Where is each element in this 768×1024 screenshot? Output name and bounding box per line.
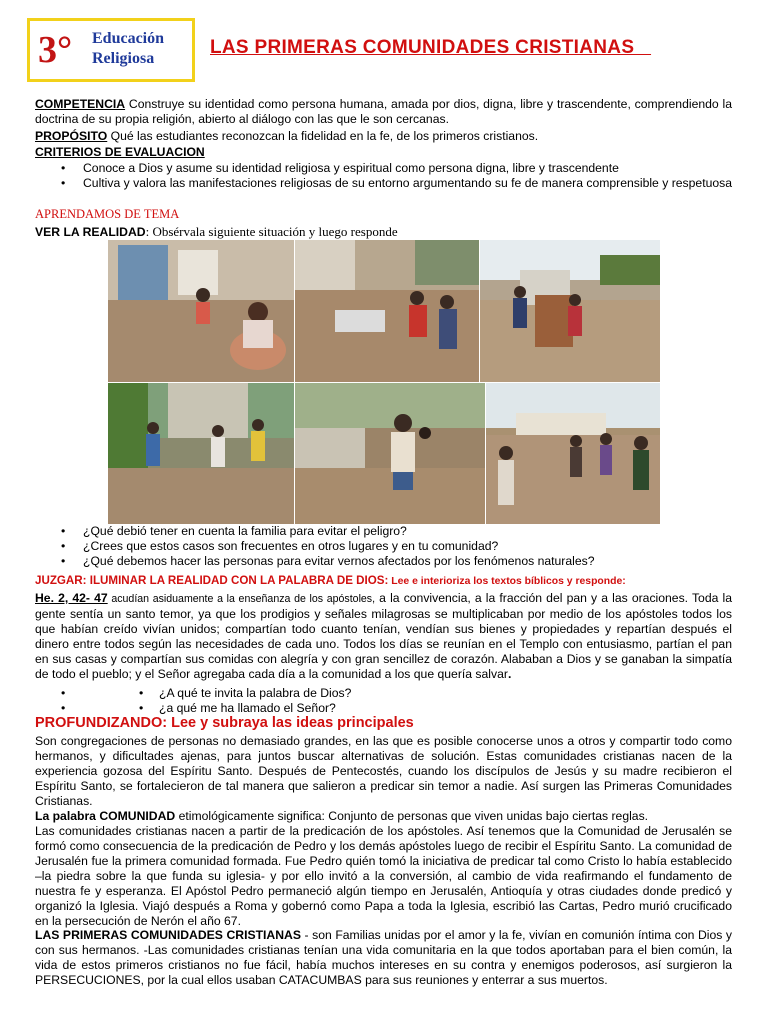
competencia-label: COMPETENCIA xyxy=(35,97,126,111)
grade-number: 3° xyxy=(38,29,73,71)
flood-photo xyxy=(480,240,660,382)
flood-photo xyxy=(108,240,294,382)
bible-question-list xyxy=(35,686,732,716)
primeras-comunidades-text: - son Familias unidas por el amor y la fe, vivían en comunión íntima con Dios y con sus hermanos. -Las comunidades cristianas tenían una vida comunitaria en la que todos aportaban para el bien común, la vida de estos primeros cristianos no fue fácil, había muchos intereses en su contra y enemigos poderosos, así surgieron la PERSECUCIONES, por la cual ellos usaban CATACUMBAS para sus reuniones y enterrar a sus muertos. xyxy=(35,928,732,987)
bible-intro: acudían asiduamente a la enseñanza de los apóstoles, xyxy=(107,593,376,605)
grade-badge xyxy=(27,18,195,82)
proposito-text: Qué las estudiantes reconozcan la fidelidad en la fe, de los primeros cristianos. xyxy=(107,129,539,143)
comunidad-text: etimológicamente significa: Conjunto de personas que viven unidas bajo ciertas reglas. xyxy=(175,809,649,823)
criterios-list xyxy=(35,161,732,191)
question-item: • ¿Qué debemos hacer las personas para evitar vernos afectados por los fenómenos naturales? xyxy=(35,554,732,569)
flood-photo xyxy=(486,383,660,524)
page-title: LAS PRIMERAS COMUNIDADES CRISTIANAS xyxy=(210,37,652,58)
criterio-item: • Cultiva y valora las manifestaciones religiosas de su entorno argumentando su fe de manera comprensible y respetuosa xyxy=(35,176,732,191)
profundizando-p1: Son congregaciones de personas no demasiado grandes, en las que es posible conocerse unos a otros y compartir todo como hermanos, y dificultades ajenas, para juntos buscar alternativas de solución. Estas comunidades cristianas nacen de la experiencia gozosa del Espíritu Santo. Después de Pentecostés, cuando los discípulos de Jesús y su madre recibieron el Espíritu Santo, se fortalecieron de tal manera que salieron a predicar sin temor a nadie. Así surgen las Primeras Comunidades Cristianas. xyxy=(35,734,732,808)
proposito-paragraph xyxy=(35,129,732,144)
flood-photo-collage xyxy=(108,240,660,524)
criterio-item: • Conoce a Dios y asume su identidad religiosa y espiritual como persona digna, libre y trascendente xyxy=(35,161,732,176)
bible-end: . xyxy=(507,667,512,681)
proposito-label: PROPÓSITO xyxy=(35,129,108,143)
profundizando-p4 xyxy=(35,928,732,988)
question-item: • ¿Crees que estos casos son frecuentes en otros lugares y en tu comunidad? xyxy=(35,539,732,554)
ver-question-list xyxy=(35,524,732,569)
bible-passage xyxy=(35,591,732,682)
subject-line-1: Educación xyxy=(92,30,165,47)
bible-text: a la convivencia, a la fracción del pan y a las oraciones. Toda la gente sentía un santo temor, ya que los prodigios y señales milagrosas se multiplicaban por medio de los apóstoles todos los que habían creído vivían unidos; compartían todo cuanto tenían, vendían sus bienes y propiedades y repartían después el dinero entre todos según las necesidades de cada uno. Todos los días se reunían en el Templo con entusiasmo, partían el pan en sus casas y compartían sus comidas con alegría y con gran sencillez de corazón. Alababan a Dios y se ganaban la simpatía de todo el pueblo; y el Señor agregaba cada día a la comunidad a los que quería salvar xyxy=(35,591,732,681)
subject-line-2: Religiosa xyxy=(92,50,155,67)
subject-name xyxy=(92,29,164,69)
criterios-label: CRITERIOS DE EVALUACION xyxy=(35,145,205,159)
profundizando-p3: Las comunidades cristianas nacen a partir de la predicación de los apóstoles. Así tenemos que la Comunidad de Jerusalén se formó como consecuencia de la predicación de Pedro y los demás apóstoles luego de recibir el Espíritu Santo. La comunidad de Jerusalén fue la primera comunidad formada. Fue Pedro quién tomó la iniciativa de predicar tal como Cristo lo había establecido –la piedra sobre la que funda su iglesia- y por ello invitó a la conversión, al cambio de vida reafirmando el fundamento de nuestra fe y esperanza. El Apóstol Pedro permaneció algún tiempo en Jerusalén, Antioquía y otras ciudades donde predicó y organizó la Iglesia. Viajó después a Roma y gobernó como Papa a toda la Iglesia, escribió las Cartas, Pedro murió crucificado en la persecución de Nerón el año 67. xyxy=(35,824,732,928)
aprendamos-heading: APRENDAMOS DE TEMA xyxy=(35,207,180,221)
question-item: • • ¿A qué te invita la palabra de Dios? xyxy=(35,686,732,701)
ver-label: VER LA REALIDAD xyxy=(35,225,146,239)
question-item: • ¿Qué debió tener en cuenta la familia para evitar el peligro? xyxy=(35,524,732,539)
flood-photo xyxy=(295,383,485,524)
comunidad-label: La palabra COMUNIDAD xyxy=(35,809,176,823)
profundizando-p2 xyxy=(35,809,732,824)
flood-photo xyxy=(108,383,294,524)
ver-text: : Obsérvala siguiente situación y luego responde xyxy=(145,224,398,239)
juzgar-label: JUZGAR: ILUMINAR LA REALIDAD CON LA PALABRA DE DIOS: xyxy=(35,574,389,587)
competencia-text: Construye su identidad como persona humana, amada por dios, digna, libre y trascendente, comprendiendo la doctrina de su propia religión, abierto al diálogo con las que le son cercanas. xyxy=(35,97,732,126)
primeras-comunidades-label: LAS PRIMERAS COMUNIDADES CRISTIANAS xyxy=(35,928,301,942)
profundizando-heading: PROFUNDIZANDO: Lee y subraya las ideas principales xyxy=(35,715,414,731)
juzgar-heading xyxy=(35,573,732,589)
ver-realidad-line xyxy=(35,224,732,240)
competencia-paragraph xyxy=(35,97,732,127)
ver-questions xyxy=(35,524,732,569)
bible-reference: He. 2, 42- 47 xyxy=(35,591,108,605)
criterios-section xyxy=(35,145,732,191)
juzgar-instruction: Lee e interioriza los textos bíblicos y responde: xyxy=(388,576,626,587)
question-item: • • ¿a qué me ha llamado el Señor? xyxy=(35,701,732,716)
bible-questions xyxy=(35,686,732,716)
flood-photo xyxy=(295,240,479,382)
